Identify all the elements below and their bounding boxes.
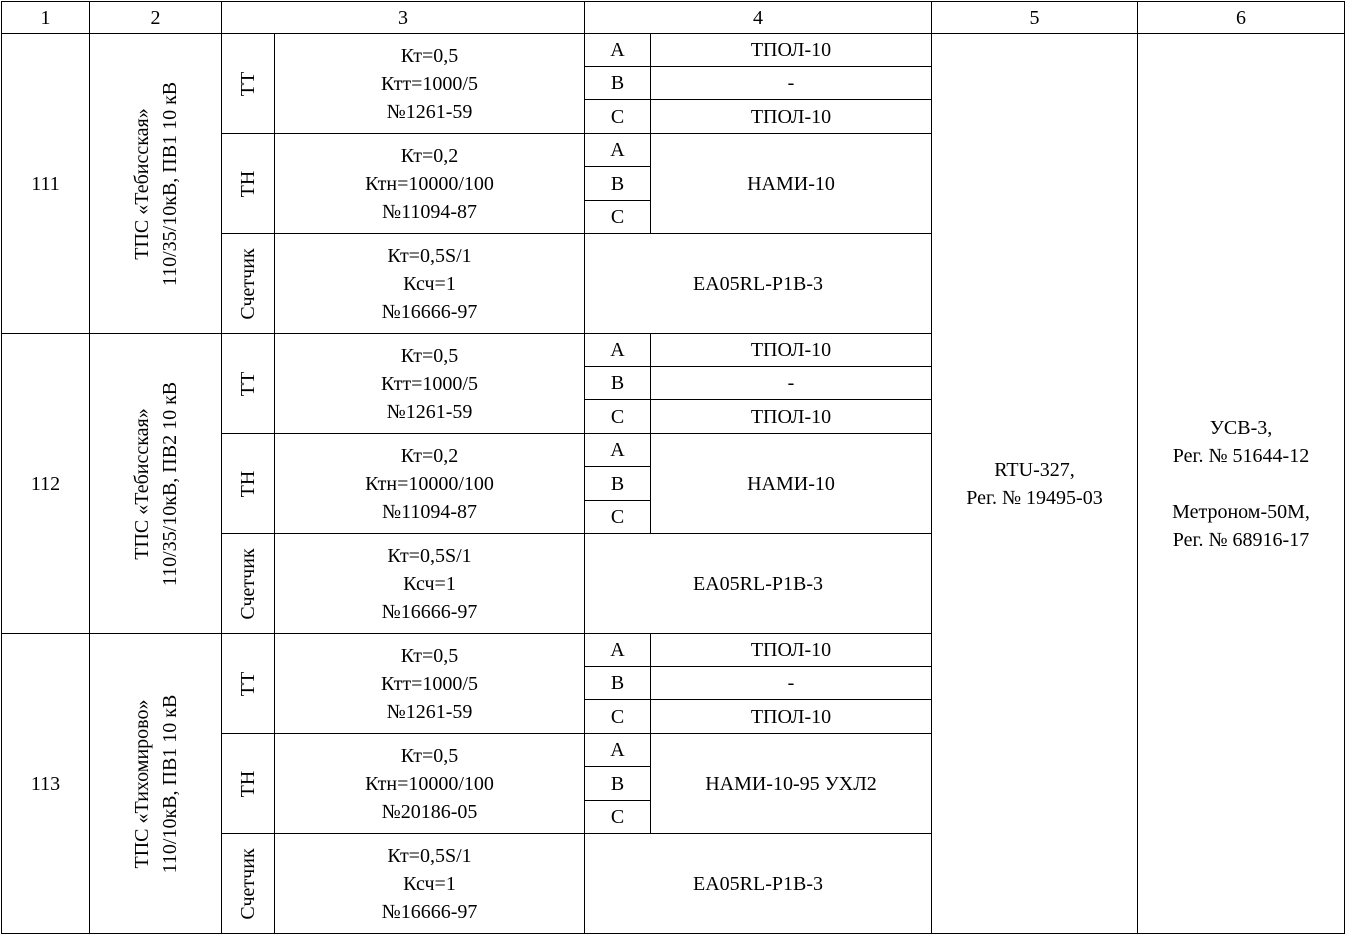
controller-line: RTU-327,	[994, 458, 1075, 481]
meter-params	[275, 534, 585, 634]
phase-cell: C	[585, 501, 651, 534]
param-line: Кт=0,5	[400, 44, 459, 67]
tt-label-text: ТТ	[237, 371, 259, 396]
time-sync-line: Метроном-50М,	[1172, 500, 1310, 523]
param-line: Ктт=1000/5	[381, 372, 478, 395]
tt-label-text: ТТ	[237, 671, 259, 696]
tt-type-cell: ТПОЛ-10	[651, 700, 932, 734]
tt-type-cell: -	[651, 67, 932, 100]
time-sync-line: Рег. № 51644-12	[1172, 444, 1310, 467]
param-line: №16666-97	[381, 900, 478, 923]
tn-type-cell: НАМИ-10-95 УХЛ2	[651, 734, 932, 834]
param-line: Кт=0,5S/1	[387, 244, 472, 267]
phase-cell: A	[585, 34, 651, 67]
header-row	[2, 2, 1345, 34]
param-line: №11094-87	[382, 500, 477, 523]
meter-label	[222, 534, 275, 634]
station-line: ТПС «Тебисская»	[130, 407, 153, 560]
station-name	[90, 334, 222, 634]
meter-label	[222, 234, 275, 334]
row-number: 112	[2, 334, 90, 634]
equipment-table	[1, 1, 1345, 934]
phase-cell: A	[585, 334, 651, 367]
param-line: Ксч=1	[403, 872, 456, 895]
phase-cell: B	[585, 67, 651, 100]
meter-label-text: Счетчик	[237, 847, 259, 920]
meter-params	[275, 834, 585, 934]
tn-label-text: ТН	[237, 170, 259, 197]
param-line: №1261-59	[386, 400, 473, 423]
station-line: 110/35/10кВ, ПВ2 10 кВ	[158, 381, 181, 586]
phase-cell: A	[585, 434, 651, 467]
param-line: №1261-59	[386, 100, 473, 123]
header-cell: 5	[932, 2, 1138, 34]
tn-label	[222, 734, 275, 834]
tt-label-text: ТТ	[237, 71, 259, 96]
tn-label	[222, 134, 275, 234]
meter-label-text: Счетчик	[237, 247, 259, 320]
meter-type-cell: EA05RL-P1B-3	[585, 534, 932, 634]
phase-cell: C	[585, 700, 651, 734]
header-cell: 6	[1138, 2, 1345, 34]
meter-label-text: Счетчик	[237, 547, 259, 620]
param-line: Ктн=10000/100	[365, 772, 494, 795]
header-cell: 3	[222, 2, 585, 34]
station-name	[90, 34, 222, 334]
station-name-text	[128, 81, 184, 285]
tn-params	[275, 434, 585, 534]
station-name-text	[128, 694, 184, 873]
station-line: 110/35/10кВ, ПВ1 10 кВ	[158, 81, 181, 286]
tt-type-cell: ТПОЛ-10	[651, 400, 932, 434]
meter-params	[275, 234, 585, 334]
phase-cell: C	[585, 201, 651, 234]
meter-type-cell: EA05RL-P1B-3	[585, 834, 932, 934]
time-sync-cell	[1138, 34, 1345, 934]
header-cell: 2	[90, 2, 222, 34]
param-line: №20186-05	[381, 800, 478, 823]
param-line: Ктн=10000/100	[365, 172, 494, 195]
param-line: Ктн=10000/100	[365, 472, 494, 495]
param-line: №16666-97	[381, 600, 478, 623]
param-line: Ксч=1	[403, 572, 456, 595]
param-line: Ктт=1000/5	[381, 72, 478, 95]
tn-type-cell: НАМИ-10	[651, 434, 932, 534]
tt-type-cell: ТПОЛ-10	[651, 100, 932, 134]
param-line: Ктт=1000/5	[381, 672, 478, 695]
time-sync-line: Рег. № 68916-17	[1172, 528, 1310, 551]
tn-label-text: ТН	[237, 770, 259, 797]
station-line: ТПС «Тебисская»	[130, 107, 153, 260]
tn-params	[275, 734, 585, 834]
header-cell: 1	[2, 2, 90, 34]
station-line: 110/10кВ, ПВ1 10 кВ	[158, 694, 181, 873]
param-line: №1261-59	[386, 700, 473, 723]
phase-cell: A	[585, 634, 651, 667]
phase-cell: B	[585, 167, 651, 201]
row-number: 113	[2, 634, 90, 934]
tt-type-cell: ТПОЛ-10	[651, 34, 932, 67]
tt-params	[275, 634, 585, 734]
tt-type-cell: -	[651, 367, 932, 400]
time-sync-line: УСВ-3,	[1209, 416, 1273, 439]
tt-label	[222, 34, 275, 134]
param-line: Кт=0,2	[400, 144, 459, 167]
param-line: Кт=0,5S/1	[387, 544, 472, 567]
phase-cell: C	[585, 400, 651, 434]
tt-type-cell: ТПОЛ-10	[651, 634, 932, 667]
param-line: №16666-97	[381, 300, 478, 323]
row-number: 111	[2, 34, 90, 334]
controller-cell	[932, 34, 1138, 934]
param-line: Кт=0,5	[400, 344, 459, 367]
phase-cell: B	[585, 467, 651, 501]
phase-cell: C	[585, 801, 651, 834]
tt-type-cell: -	[651, 667, 932, 700]
param-line: Кт=0,2	[400, 444, 459, 467]
tn-params	[275, 134, 585, 234]
meter-label	[222, 834, 275, 934]
tt-label	[222, 334, 275, 434]
tn-label	[222, 434, 275, 534]
tn-type-cell: НАМИ-10	[651, 134, 932, 234]
phase-cell: C	[585, 100, 651, 134]
phase-cell: A	[585, 134, 651, 167]
spacer	[1138, 470, 1344, 498]
phase-cell: A	[585, 734, 651, 767]
param-line: Кт=0,5	[400, 744, 459, 767]
station-name	[90, 634, 222, 934]
tt-label	[222, 634, 275, 734]
controller-line: Рег. № 19495-03	[966, 486, 1103, 509]
header-cell: 4	[585, 2, 932, 34]
station-line: ТПС «Тихомирово»	[130, 699, 153, 868]
param-line: №11094-87	[382, 200, 477, 223]
tt-params	[275, 334, 585, 434]
param-line: Кт=0,5	[400, 644, 459, 667]
phase-cell: B	[585, 767, 651, 801]
phase-cell: B	[585, 667, 651, 700]
phase-cell: B	[585, 367, 651, 400]
param-line: Кт=0,5S/1	[387, 844, 472, 867]
tt-type-cell: ТПОЛ-10	[651, 334, 932, 367]
station-name-text	[128, 381, 184, 585]
meter-type-cell: EA05RL-P1B-3	[585, 234, 932, 334]
param-line: Ксч=1	[403, 272, 456, 295]
tn-label-text: ТН	[237, 470, 259, 497]
table-row	[2, 34, 1345, 67]
tt-params	[275, 34, 585, 134]
